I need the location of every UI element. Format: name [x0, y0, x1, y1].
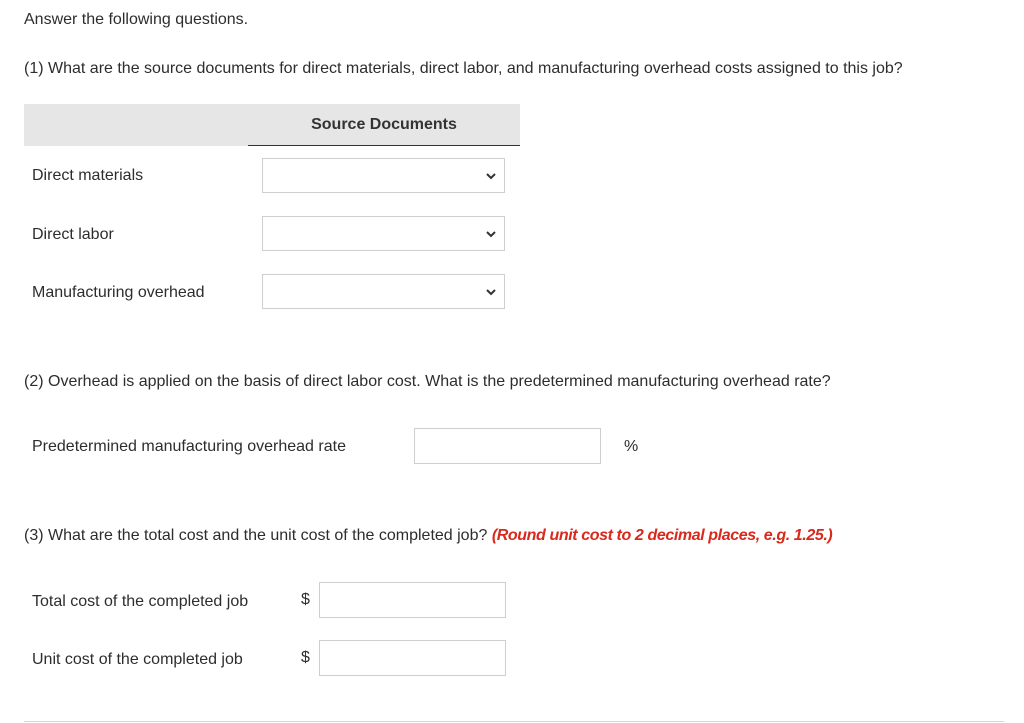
manufacturing-overhead-label: Manufacturing overhead [32, 284, 205, 301]
total-cost-label: Total cost of the completed job [32, 593, 249, 610]
question-3-text [24, 526, 832, 546]
percent-unit: % [624, 438, 639, 455]
total-cost-currency: $ [301, 591, 310, 608]
question-2-text: (2) Overhead is applied on the basis of direct labor cost. What is the predetermined manufacturing overhead rate? [24, 373, 831, 390]
rounding-hint: (Round unit cost to 2 decimal places, e.g. 1.25.) [491, 527, 833, 544]
chevron-down-icon [484, 285, 498, 299]
question-1-text: (1) What are the source documents for direct materials, direct labor, and manufacturing overhead costs assigned to this job? [24, 60, 903, 77]
unit-cost-label: Unit cost of the completed job [32, 651, 243, 668]
question-3-prompt: (3) What are the total cost and the unit cost of the completed job? [24, 527, 488, 544]
instructions-text: Answer the following questions. [24, 11, 249, 28]
overhead-rate-input[interactable] [414, 428, 601, 464]
chevron-down-icon [484, 169, 498, 183]
manufacturing-overhead-select[interactable] [262, 274, 505, 309]
unit-cost-input[interactable] [319, 640, 506, 676]
bottom-divider [24, 721, 1004, 722]
header-divider [248, 145, 520, 146]
source-documents-header: Source Documents [311, 116, 457, 133]
total-cost-input[interactable] [319, 582, 506, 618]
unit-cost-currency: $ [301, 649, 310, 666]
chevron-down-icon [484, 227, 498, 241]
direct-labor-select[interactable] [262, 216, 505, 251]
overhead-rate-label: Predetermined manufacturing overhead rate [32, 438, 346, 455]
direct-materials-label: Direct materials [32, 167, 144, 184]
direct-materials-select[interactable] [262, 158, 505, 193]
direct-labor-label: Direct labor [32, 226, 114, 243]
